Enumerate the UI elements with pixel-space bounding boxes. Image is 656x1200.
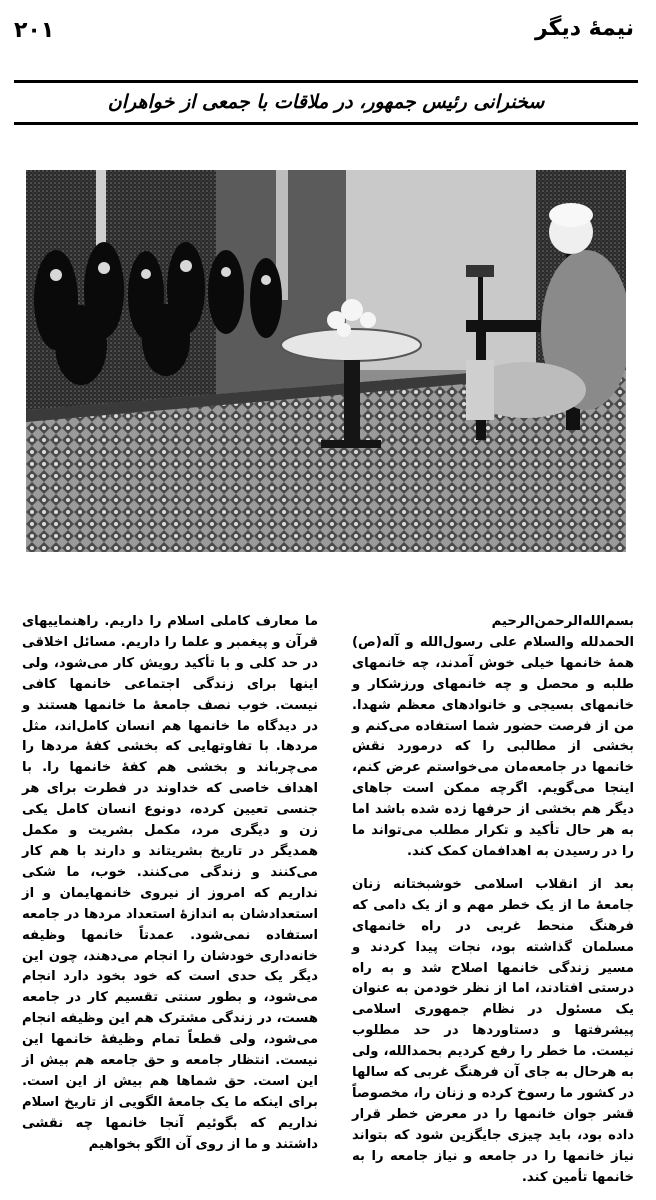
- page-number: ۲۰۱: [14, 18, 55, 43]
- article-title: سخنرانی رئیس جمهور، در ملاقات با جمعی از خواهران: [107, 91, 545, 113]
- paragraph: بسم‌الله‌الرحمن‌الرحیم الحمدلله والسلام علی رسول‌الله و آله(ص) همهٔ خانمها خیلی خوش آمدند، چه خانمهای طلبه و محصل و چه خانمهای ورزشکار و خانمهای بسیجی و خانوادهای معظم شهدا. من از فرصت حضور شما استفاده می‌کنم و بخشی از مطالبی را که درمورد نقش خانمها در جامعه‌مان می‌خواستم عرض کنم، اینجا می‌گویم. اگرچه ممکن است جاهای دیگر هم بخشی از حرفها زده شده باشد اما به هر حال تأکید و تکرار مطلب می‌تواند ما را در رسیدن به اهدافمان کمک کند.: [352, 614, 634, 859]
- photograph-icon: [26, 170, 626, 552]
- text-column-left: [22, 612, 318, 1156]
- title-rule-bottom: [14, 122, 638, 125]
- paragraph: ما معارف کاملی اسلام را داریم. راهنماییهای قرآن و پیغمبر و علما را داریم. مسائل اخلاقی در حد کلی و با تأکید رویش کار می‌شود، ولی اینها برای زندگی اجتماعی خانمها کافی نیست. خوب نصف جامعهٔ ما خانمها هستند و در دیدگاه ما خانمها هم انسان کامل‌اند، مثل مردها. با تفاوتهایی که بخشی کفهٔ مردها را می‌چرباند و بخشی هم کفهٔ خانمها را. با اهداف خاصی که خداوند در فطرت برای هر جنسی تعیین کرده، دونوع انسان کامل یکی زن و دیگری مرد، مکمل بشریت و مکمل همدیگر در تاریخ بشریتاند و دارند با هم کار می‌کنند و زندگی می‌کنند. خوب، ما شکی نداریم که امروز از نیروی خانمهایمان و از استعدادشان به اندازهٔ استعداد مردها در جامعه استفاده نمی‌شود. عمدتاً خانمها وظیفه خانه‌داری خودشان را انجام می‌دهند، چون این دیگر یک حدی است که خود بخود دارد انجام می‌شود، و بطور سنتی تقسیم کار در جامعه هست، در زندگی مشترک هم این وظیفه انجام می‌شود، ولی قطعاً تمام وظیفهٔ خانمها این نیست. انتظار جامعه و حق جامعه هم بیش از این است. حق شماها هم بیش از این است. برای اینکه ما یک جامعهٔ الگویی از تاریخ اسلام نداریم که بگوئیم آنجا خانمها چه نقشی داشتند و ما از روی آن الگو بخواهیم: [22, 614, 318, 1152]
- text-column-right: [352, 612, 634, 1188]
- running-head: نیمهٔ دیگر: [534, 16, 634, 41]
- paragraph: بعد از انقلاب اسلامی خوشبختانه زنان جامعهٔ ما از یک خطر مهم و از یک دامی که فرهنگ منحط غربی در راه خانمهای مسلمان گذاشته بود، نجات پیدا کردند و مسیر زندگی خانمها اصلاح شد و به راه درستی افتادند، اما از نظر خودمن به عنوان یک مسئول در نظام جمهوری اسلامی پیشرفتها و دستاوردها در حد مطلوب نیست. ما خطر را رفع کردیم بحمدالله، ولی به هرحال به جای آن فرهنگ غربی که سالها در کشور ما رسوخ کرده و زنان را، مخصوصاً قشر جوان خانمها را در معرض خطر قرار داده بود، باید چیزی جایگزین شود که بتواند نیاز خانمها را در جامعه و نیاز جامعه را به خانمها تأمین کند.: [352, 876, 634, 1185]
- title-rule-top: [14, 80, 638, 83]
- article-photo: [26, 170, 626, 552]
